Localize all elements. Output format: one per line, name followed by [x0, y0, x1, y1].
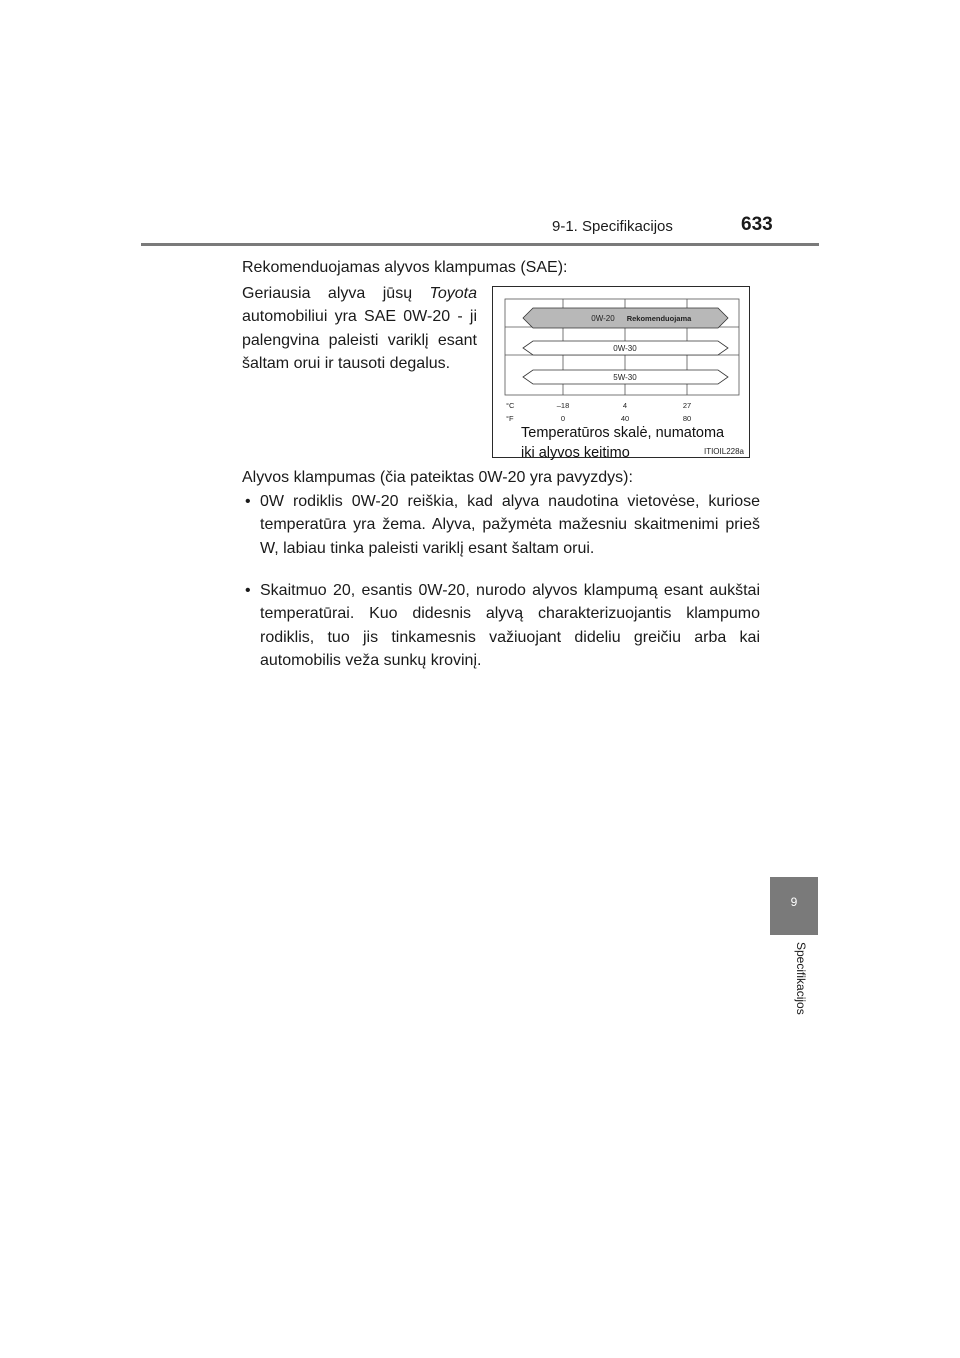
side-tab-number: 9: [790, 895, 798, 909]
fahrenheit-unit: °F: [506, 414, 514, 423]
brand-name: Toyota: [429, 285, 477, 302]
grade-label: 0W-30: [613, 344, 637, 353]
figure-code: ITIOIL228a: [703, 447, 744, 456]
fahrenheit-tick-label: 40: [620, 414, 630, 423]
grade-label: 0W-20: [591, 314, 615, 323]
bullet-symbol: •: [245, 582, 251, 599]
celsius-unit: °C: [506, 401, 515, 410]
recommended-tag: Rekomenduojama: [626, 314, 692, 323]
intro-text: Rekomenduojamas alyvos klampumas (SAE):: [242, 259, 568, 276]
bullet-item: [245, 490, 760, 560]
side-tab-label: Specifikacijos: [794, 942, 808, 1015]
header-rule: [141, 243, 819, 246]
page-number: 633: [741, 214, 773, 235]
celsius-tick-label: 4: [622, 401, 628, 410]
figure-caption-line1: Temperatūros skalė, numatoma: [521, 425, 725, 441]
bullet-item: [245, 579, 760, 672]
bullet-symbol: •: [245, 493, 251, 510]
celsius-tick-label: 27: [682, 401, 692, 410]
fahrenheit-tick-label: 80: [682, 414, 692, 423]
viscosity-title: Alyvos klampumas (čia pateiktas 0W-20 yra pavyzdys):: [242, 469, 633, 486]
figure-caption: [521, 423, 724, 463]
recommended-grade-arrow: [523, 308, 728, 328]
figure-caption-line2: iki alyvos keitimo: [521, 445, 630, 461]
side-tab[interactable]: [770, 877, 818, 935]
fahrenheit-tick-label: 0: [560, 414, 566, 423]
header-section-title: 9-1. Specifikacijos: [552, 218, 673, 235]
viscosity-figure: [492, 286, 750, 461]
celsius-tick-label: –18: [556, 401, 570, 410]
desc-after: automobiliui yra SAE 0W-20 - ji palengvina paleisti variklį esant šaltam orui ir tausoti degalus.: [242, 308, 477, 372]
grade-label: 5W-30: [613, 373, 637, 382]
bullet-text: Skaitmuo 20, esantis 0W-20, nurodo alyvos klampumą esant aukštai temperatūrai. Kuo didesnis alyvą charakterizuojantis klampumo rodiklis, tuo jis tinkamesnis važiuojant dideliu greičiu arba kai automobilis veža sunkų krovinį.: [260, 582, 760, 669]
bullet-text: 0W rodiklis 0W-20 reiškia, kad alyva naudotina vietovėse, kuriose temperatūra yra žema. Alyva, pažymėta mažesniu skaitmenimi prieš W, labiau tinka paleisti variklį esant šaltam orui.: [260, 493, 760, 557]
desc-before: Geriausia alyva jūsų: [242, 285, 430, 302]
oil-description: [242, 282, 477, 375]
